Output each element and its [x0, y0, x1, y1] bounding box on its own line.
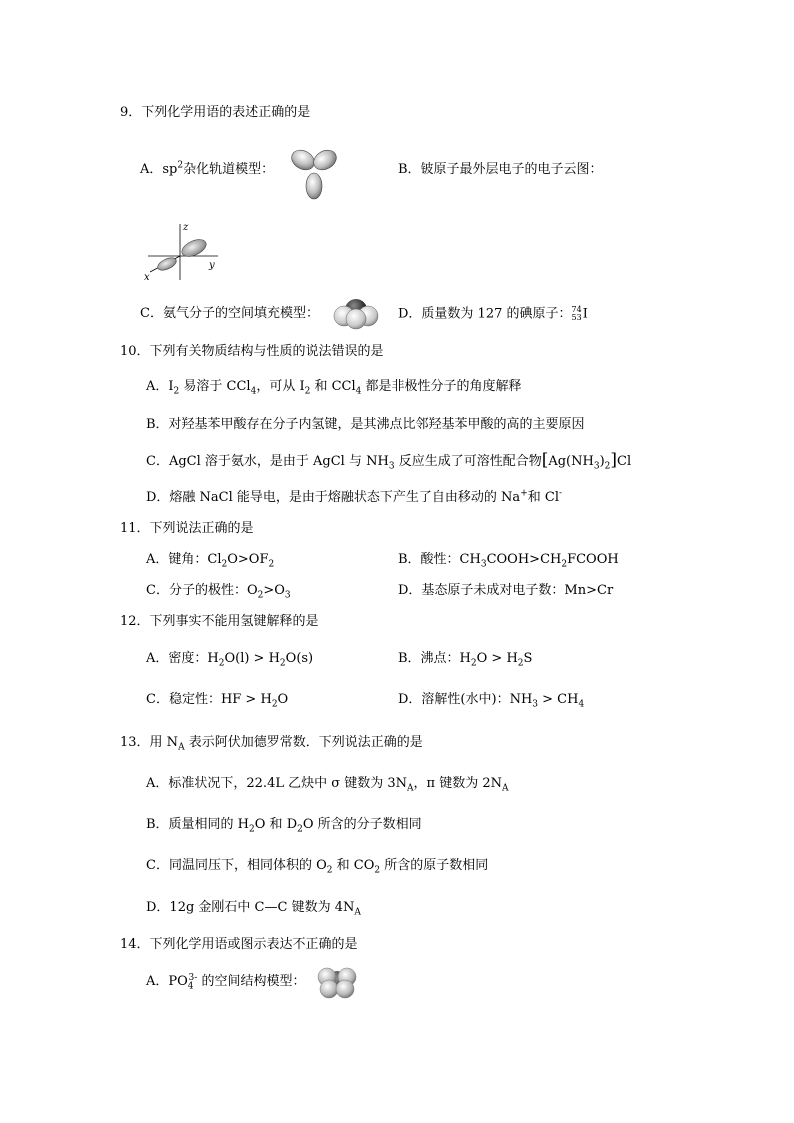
q13-option-b [146, 817, 422, 833]
phosphate-space-filling-model-figure [315, 963, 359, 1001]
q11-a-text1: A．键角：Cl [146, 552, 222, 567]
q13-d-text1: D．12g 金刚石中 C—C 键数为 4N [146, 900, 355, 915]
be-electron-cloud-figure [140, 218, 225, 283]
q13-c-sub2: 2 [374, 865, 381, 876]
q13-a-sub1: A [407, 783, 414, 794]
q12-option-a [146, 651, 313, 667]
q10-d-cl-charge: - [558, 488, 563, 499]
q9-option-c: C．氨气分子的空间填充模型： [140, 306, 319, 321]
q14-option-a [146, 974, 305, 990]
q9-a-suffix: 杂化轨道模型： [183, 162, 275, 177]
q10-a-i2: I [168, 379, 174, 394]
q11-option-b [398, 552, 619, 568]
q12-b-text2: O > H [476, 651, 518, 666]
q10-c-complex-sub2: 2 [604, 461, 611, 472]
q9-option-d [398, 306, 588, 323]
q13-b-sub2: 2 [297, 824, 303, 835]
atomic-number: 53 [571, 313, 582, 322]
iodine-nuclide-numbers [572, 306, 582, 322]
q12-option-c [146, 692, 288, 708]
axis-z-label: z [183, 222, 189, 233]
q9-d-text: D．质量数为 127 的碘原子： [398, 306, 572, 322]
q10-a-i2-sub: 2 [173, 386, 180, 397]
q10-a-text1: 易溶于 CCl [179, 379, 251, 394]
q11-b-text1: B．酸性：CH [398, 552, 481, 567]
q12-d-sub2: 4 [578, 699, 585, 710]
q12-d-text1: D．溶解性(水中)：NH [398, 692, 533, 707]
q12-d-text2: > CH [538, 692, 579, 707]
q11-a-sub1: 2 [221, 559, 228, 570]
q11-b-text3: FCOOH [567, 552, 619, 567]
q11-c-text2: >O [263, 583, 285, 598]
q11-option-c [146, 583, 291, 599]
q10-c-nh3-sub: 3 [388, 461, 395, 472]
q13-option-d [146, 900, 361, 916]
q10-c-cl: Cl [617, 454, 632, 469]
q10-a-ccl4-sub2: 4 [355, 386, 362, 397]
q13-c-sub1: 2 [326, 865, 333, 876]
q10-c-text1: C．AgCl 溶于氨水，是由于 AgCl 与 NH [146, 454, 389, 469]
q10-option-a [146, 379, 522, 395]
q11-stem: 11．下列说法正确的是 [120, 521, 254, 536]
q12-c-text1: C．稳定性：HF > H [146, 692, 272, 707]
q13-a-text1: A．标准状况下，22.4L 乙炔中 σ 键数为 3N [146, 776, 408, 791]
q13-a-text2: ，π 键数为 2N [413, 776, 502, 791]
q10-d-text2: 和 Cl [527, 490, 559, 505]
q10-a-label: A． [146, 379, 169, 394]
q10-c-complex1: Ag(NH [548, 454, 594, 469]
q10-c-right-bracket: ] [610, 450, 618, 470]
q13-stem [120, 735, 423, 751]
q12-c-text2: O [277, 692, 289, 707]
sp2-orbital-model-figure [285, 142, 343, 200]
q13-a-sub2: A [502, 783, 509, 794]
q13-b-sub1: 2 [249, 824, 255, 835]
q9-stem: 9．下列化学用语的表述正确的是 [120, 105, 311, 120]
q12-b-text1: B．沸点：H [398, 651, 471, 666]
q12-b-sub2: 2 [517, 658, 524, 669]
iodine-symbol: I [582, 306, 588, 322]
q11-b-sub1: 3 [480, 559, 487, 570]
q14-stem: 14．下列化学用语或图示表达不正确的是 [120, 937, 358, 952]
q12-a-text3: O(s) [285, 651, 314, 666]
q10-option-c [146, 452, 631, 470]
q10-d-text1: D．熔融 NaCl 能导电，是由于熔融状态下产生了自由移动的 Na [146, 490, 521, 505]
q12-c-sub1: 2 [271, 699, 278, 710]
q10-option-d [146, 490, 562, 506]
q13-b-text3: O 所含的分子数相同 [302, 817, 422, 832]
q11-a-text2: O>OF [227, 552, 269, 567]
q13-option-a [146, 776, 509, 792]
q14-a-text1: A．PO [146, 974, 188, 989]
q11-b-sub2: 2 [561, 559, 568, 570]
q10-c-text2: 反应生成了可溶性配合物 [394, 454, 542, 469]
q13-d-sub1: A [354, 907, 361, 918]
q10-a-text3: 和 CCl [310, 379, 356, 394]
q10-c-left-bracket: [ [541, 450, 549, 470]
q13-option-c [146, 858, 488, 874]
q14-a-sub: 4 [187, 981, 194, 992]
q12-b-text3: S [523, 651, 533, 666]
q13-c-text3: 所含的原子数相同 [380, 858, 489, 873]
q10-c-complex2: ) [599, 454, 605, 469]
q10-option-b: B．对羟基苯甲酸存在分子内氢键，是其沸点比邻羟基苯甲酸的高的主要原因 [146, 417, 585, 432]
q9-option-b: B．铍原子最外层电子的电子云图： [398, 162, 603, 177]
mass-number: 74 [571, 305, 582, 314]
q9-a-prefix: A．sp [140, 162, 178, 177]
q9-option-a [140, 162, 274, 178]
q10-a-i2b: I [299, 379, 305, 394]
q14-a-text2: 的空间结构模型： [197, 974, 306, 989]
q12-b-sub1: 2 [470, 658, 477, 669]
q13-b-text1: B．质量相同的 H [146, 817, 250, 832]
q10-a-i2b-sub: 2 [304, 386, 311, 397]
q12-option-d [398, 692, 584, 708]
q9-a-sup: 2 [177, 160, 184, 171]
q11-option-a [146, 552, 274, 568]
q10-a-text4: 都是非极性分子的角度解释 [361, 379, 522, 394]
q10-stem: 10．下列有关物质结构与性质的说法错误的是 [120, 344, 384, 359]
q13-c-text2: 和 CO [332, 858, 375, 873]
axis-x-label: x [144, 272, 150, 283]
q12-option-b [398, 651, 532, 667]
q11-b-text2: COOH>CH [486, 552, 562, 567]
q11-c-text1: C．分子的极性：O [146, 583, 258, 598]
axis-y-label: y [209, 260, 215, 271]
q13-stem-text2: 表示阿伏加德罗常数．下列说法正确的是 [184, 735, 423, 750]
q13-c-text1: C．同温同压下，相同体积的 O [146, 858, 327, 873]
q11-a-sub2: 2 [268, 559, 275, 570]
q10-a-text2: ，可从 [256, 379, 300, 394]
q12-a-sub2: 2 [279, 658, 286, 669]
q11-c-sub1: 2 [257, 590, 264, 601]
q12-a-text1: A．密度：H [146, 651, 219, 666]
q10-d-na-charge: + [520, 488, 528, 499]
ammonia-space-filling-model-figure [331, 297, 381, 331]
q10-c-complex-sub1: 3 [593, 461, 600, 472]
q13-stem-text1: 13．用 N [120, 735, 179, 750]
q13-b-text2: O 和 D [254, 817, 298, 832]
q10-a-ccl4-sub1: 4 [250, 386, 257, 397]
q11-c-sub2: 3 [284, 590, 291, 601]
q13-stem-sub: A [178, 742, 185, 753]
q12-a-text2: O(l) > H [224, 651, 280, 666]
q11-option-d: D．基态原子未成对电子数：Mn>Cr [398, 583, 614, 598]
q12-stem: 12．下列事实不能用氢键解释的是 [120, 614, 319, 629]
q12-d-sub1: 3 [532, 699, 539, 710]
q14-a-charge: 3- [188, 972, 198, 983]
q12-a-sub1: 2 [218, 658, 225, 669]
